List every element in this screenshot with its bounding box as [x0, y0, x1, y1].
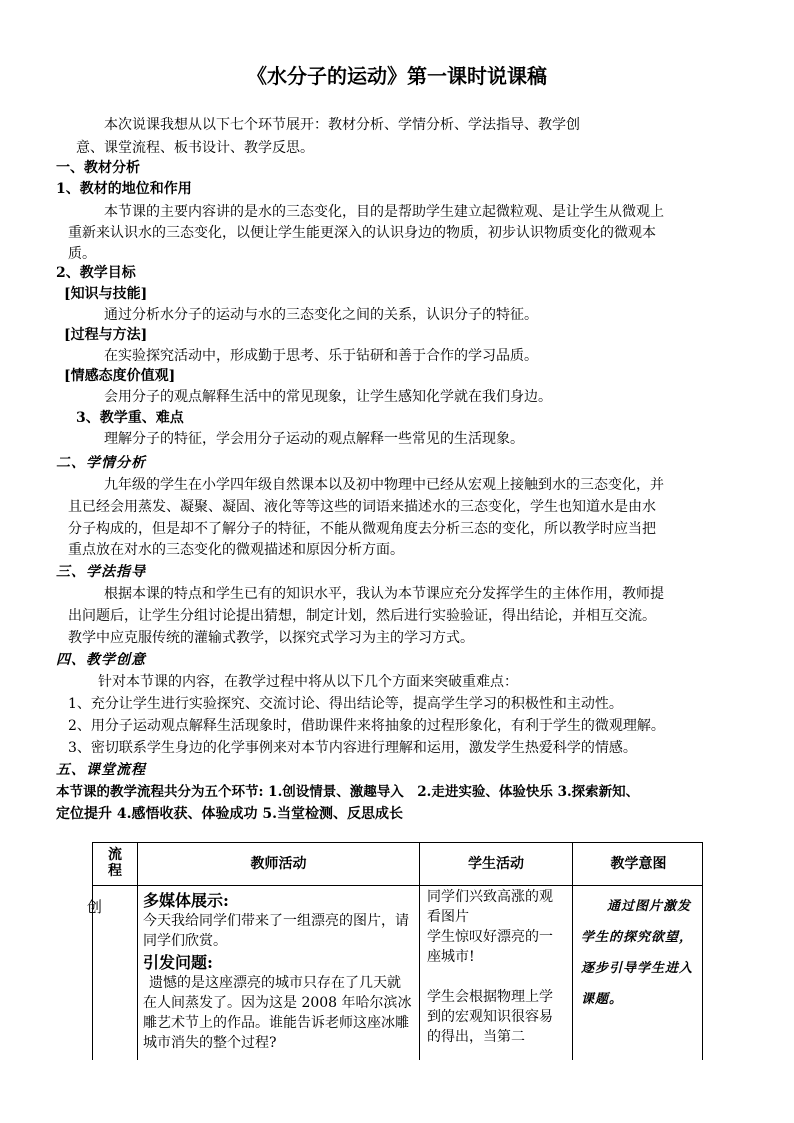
student-text: 同学们兴致高涨的观看图片 [427, 889, 553, 925]
section-2-paragraph-line: 九年级的学生在小学四年级自然课本以及初中物理中已经从宏观上接触到水的三态变化，并 [104, 477, 664, 493]
section-2-paragraph-line: 且已经会用蒸发、凝聚、凝固、液化等等这些的词语来描述水的三态变化，学生也知道水是由水 [68, 499, 656, 515]
teacher-activity-cell [143, 891, 413, 1053]
section-1-sub-3: 3、教学重、难点 [76, 410, 184, 426]
knowledge-text: 通过分析水分子的运动与水的三态变化之间的关系，认识分子的特征。 [104, 307, 538, 323]
section-4-heading: 四、教学创意 [56, 652, 146, 668]
student-text: 学生惊叹好漂亮的一座城市! [427, 929, 553, 965]
row-flow-label: 创 [87, 898, 103, 916]
process-label: [过程与方法] [64, 327, 148, 343]
section-3-paragraph-line: 教学中应克服传统的灌输式教学，以探究式学习为主的学习方式。 [68, 630, 474, 646]
section-1-sub-3-text: 理解分子的特征，学会用分子运动的观点解释一些常见的生活现象。 [104, 431, 524, 447]
intro-line-1: 本次说课我想从以下七个环节展开：教材分析、学情分析、学法指导、教学创 [104, 117, 580, 133]
knowledge-label: [知识与技能] [64, 286, 148, 302]
table-divider [419, 843, 420, 1060]
section-3-paragraph-line: 出问题后，让学生分组讨论提出猜想，制定计划，然后进行实验验证，得出结论，并相互交流。 [68, 608, 656, 624]
emotion-label: [情感态度价值观] [64, 368, 176, 384]
section-5-line-2: 定位提升 4.感悟收获、体验成功 5.当堂检测、反思成长 [56, 806, 403, 822]
section-4-item: 3、密切联系学生身边的化学事例来对本节内容进行理解和运用，激发学生热爱科学的情感。 [68, 740, 637, 756]
section-2-paragraph-line: 分子构成的，但是却不了解分子的特征，不能从微观角度去分析三态的变化，所以教学时应当把 [68, 521, 656, 537]
emotion-text: 会用分子的观点解释生活中的常见现象，让学生感知化学就在我们身边。 [104, 389, 552, 405]
section-1-paragraph-line: 质。 [68, 246, 96, 262]
table-divider [137, 843, 138, 1060]
table-divider [572, 843, 573, 1060]
section-1-sub-2: 2、教学目标 [56, 265, 136, 281]
intro-line-2: 意、课堂流程、板书设计、教学反思。 [76, 140, 314, 156]
header-teacher: 教师活动 [250, 856, 307, 872]
teacher-text: 遗憾的是这座漂亮的城市只存在了几天就在人间蒸发了。因为这是 2008 年哈尔滨冰雕艺术节上的作品。谁能告诉老师这座冰雕城市消失的整个过程? [143, 975, 412, 1051]
table-divider [93, 885, 702, 886]
process-text: 在实验探究活动中，形成勤于思考、乐于钻研和善于合作的学习品质。 [104, 348, 538, 364]
teacher-text: 今天我给同学们带来了一组漂亮的图片，请同学们欣赏。 [143, 913, 409, 949]
section-1-paragraph-line: 重新来认识水的三态变化，以便让学生能更深入的认识身边的物质，初步认识物质变化的微观本 [68, 225, 656, 241]
header-flow: 流 程 [108, 847, 122, 879]
section-3-heading: 三、学法指导 [56, 564, 146, 580]
student-activity-cell [427, 887, 565, 1047]
section-1-heading: 一、教材分析 [56, 160, 140, 176]
section-4-item: 2、用分子运动观点解释生活现象时，借助课件来将抽象的过程形象化，有利于学生的微观理解。 [68, 718, 665, 734]
section-4-item: 1、充分让学生进行实验探究、交流讨论、得出结论等，提高学生学习的积极性和主动性。 [68, 696, 623, 712]
section-1-paragraph-line: 本节课的主要内容讲的是水的三态变化，目的是帮助学生建立起微粒观、是让学生从微观上 [104, 204, 664, 220]
section-1-sub-1: 1、教材的地位和作用 [56, 181, 192, 197]
header-intent: 教学意图 [610, 856, 667, 872]
section-2-heading: 二、学情分析 [56, 455, 146, 471]
question-heading: 引发问题: [143, 953, 213, 972]
section-4-intro: 针对本节课的内容，在教学过程中将从以下几个方面来突破重难点： [98, 674, 518, 690]
flow-table [87, 842, 703, 1060]
section-2-paragraph-line: 重点放在对水的三态变化的微观描述和原因分析方面。 [68, 542, 404, 558]
student-text: 学生会根据物理上学到的宏观知识很容易的得出，当第二 [427, 989, 553, 1045]
header-student: 学生活动 [468, 856, 524, 872]
section-3-paragraph-line: 根据本课的特点和学生已有的知识水平，我认为本节课应充分发挥学生的主体作用，教师提 [104, 586, 664, 602]
section-5-heading: 五、课堂流程 [56, 762, 146, 778]
page-title: 《水分子的运动》第一课时说课稿 [247, 64, 547, 88]
intent-cell: 通过图片激发学生的探究欲望，逐步引导学生进入课题。 [581, 899, 694, 1007]
multimedia-heading: 多媒体展示: [143, 891, 229, 910]
section-5-line-1: 本节课的教学流程共分为五个环节: 1.创设情景、激趣导入 2.走进实验、体验快乐 3.探索新知、 [56, 784, 640, 800]
